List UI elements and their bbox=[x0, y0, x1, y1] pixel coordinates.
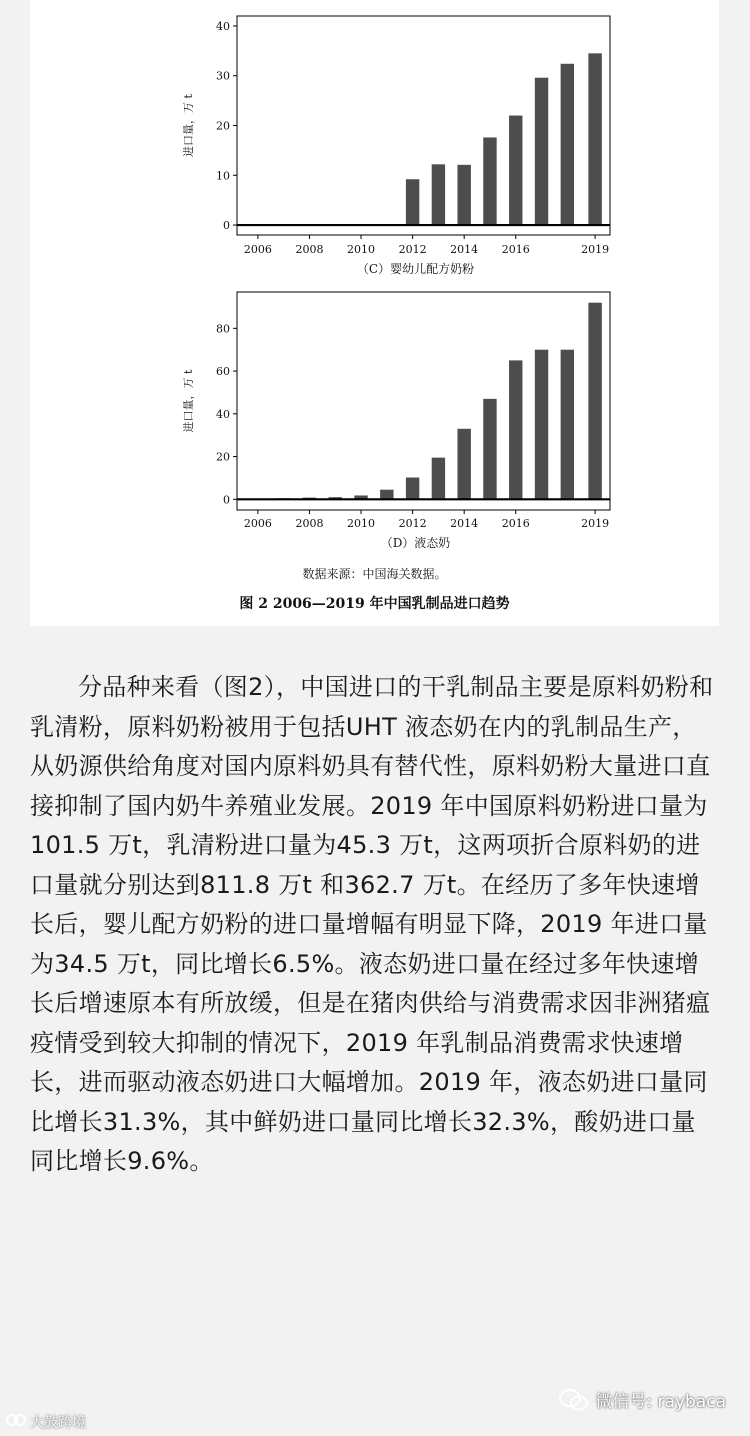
x-tick-label: 2012 bbox=[398, 517, 427, 530]
data-source-note: 数据来源：中国海关数据。 bbox=[302, 567, 447, 581]
x-tick-label: 2012 bbox=[398, 243, 427, 256]
y-tick-label: 0 bbox=[223, 219, 230, 233]
bar bbox=[432, 458, 445, 500]
x-tick-label: 2014 bbox=[450, 517, 479, 530]
bar bbox=[432, 164, 445, 225]
plot-frame bbox=[237, 16, 610, 235]
source-watermark bbox=[6, 1412, 86, 1432]
x-tick-label: 2006 bbox=[243, 243, 272, 256]
bar bbox=[457, 165, 470, 225]
bar bbox=[483, 137, 496, 225]
x-tick-label: 2008 bbox=[295, 243, 324, 256]
chart-caption: （C）婴幼儿配方奶粉 bbox=[356, 262, 475, 276]
x-tick-label: 2019 bbox=[581, 517, 610, 530]
bar bbox=[561, 64, 574, 225]
bar bbox=[457, 429, 470, 500]
bar bbox=[509, 360, 522, 499]
x-tick-label: 2010 bbox=[347, 243, 376, 256]
x-tick-label: 2016 bbox=[501, 517, 530, 530]
y-tick-label: 20 bbox=[216, 119, 230, 133]
x-tick-label: 2010 bbox=[347, 517, 376, 530]
bar bbox=[588, 53, 601, 225]
logo-icon bbox=[6, 1412, 26, 1432]
x-tick-label: 2006 bbox=[243, 517, 272, 530]
wechat-watermark bbox=[559, 1387, 726, 1412]
bar bbox=[406, 179, 419, 225]
y-axis-label: 进口量，万 t bbox=[182, 94, 195, 157]
bar bbox=[380, 490, 393, 500]
article-paragraph: 分品种来看（图2），中国进口的干乳制品主要是原料奶粉和乳清粉，原料奶粉被用于包括UHT 液态奶在内的乳制品生产，从奶源供给角度对国内原料奶具有替代性，原料奶粉大量进口直接抑制了国内奶牛养殖业发展。2019 年中国原料奶粉进口量为101.5 万t，乳清粉进口量为45.3 万t，这两项折合原料奶的进口量就分别达到811.8 万t 和362.7 万t。在经历了多年快速增长后，婴儿配方奶粉的进口量增幅有明显下降，2019 年进口量为34.5 万t，同比增长6.5%。液态奶进口量在经过多年快速增长后增速原本有所放缓，但是在猪肉供给与消费需求因非洲猪瘟疫情受到较大抑制的情况下，2019 年乳制品消费需求快速增长，进而驱动液态奶进口大幅增加。2019 年，液态奶进口量同比增长31.3%，其中鲜奶进口量同比增长32.3%，酸奶进口量同比增长9.6%。 bbox=[30, 673, 714, 1175]
x-tick-label: 2014 bbox=[450, 243, 479, 256]
charts-svg bbox=[30, 0, 719, 626]
plot-frame bbox=[237, 292, 610, 510]
y-axis-label: 进口量，万 t bbox=[182, 369, 195, 433]
bar bbox=[535, 78, 548, 225]
figure-card bbox=[30, 0, 719, 626]
bar bbox=[561, 350, 574, 500]
bar bbox=[483, 399, 496, 499]
y-tick-label: 80 bbox=[216, 322, 230, 336]
y-tick-label: 60 bbox=[216, 365, 230, 379]
y-tick-label: 20 bbox=[216, 450, 230, 464]
bar bbox=[509, 116, 522, 226]
chart-caption: （D）液态奶 bbox=[380, 536, 451, 550]
y-tick-label: 0 bbox=[223, 493, 230, 507]
source-watermark-text: 大鼓跨境 bbox=[30, 1415, 86, 1431]
bar bbox=[588, 303, 601, 500]
x-tick-label: 2016 bbox=[501, 243, 530, 256]
y-tick-label: 40 bbox=[216, 19, 230, 33]
wechat-id: 微信号: raybaca bbox=[595, 1392, 726, 1412]
x-tick-label: 2019 bbox=[581, 243, 610, 256]
y-tick-label: 10 bbox=[216, 169, 230, 183]
wechat-icon bbox=[559, 1388, 589, 1412]
figure-title: 图 2 2006—2019 年中国乳制品进口趋势 bbox=[239, 596, 510, 612]
y-tick-label: 30 bbox=[216, 69, 230, 83]
bar bbox=[535, 350, 548, 500]
y-tick-label: 40 bbox=[216, 407, 230, 421]
x-tick-label: 2008 bbox=[295, 517, 324, 530]
bar bbox=[406, 478, 419, 500]
